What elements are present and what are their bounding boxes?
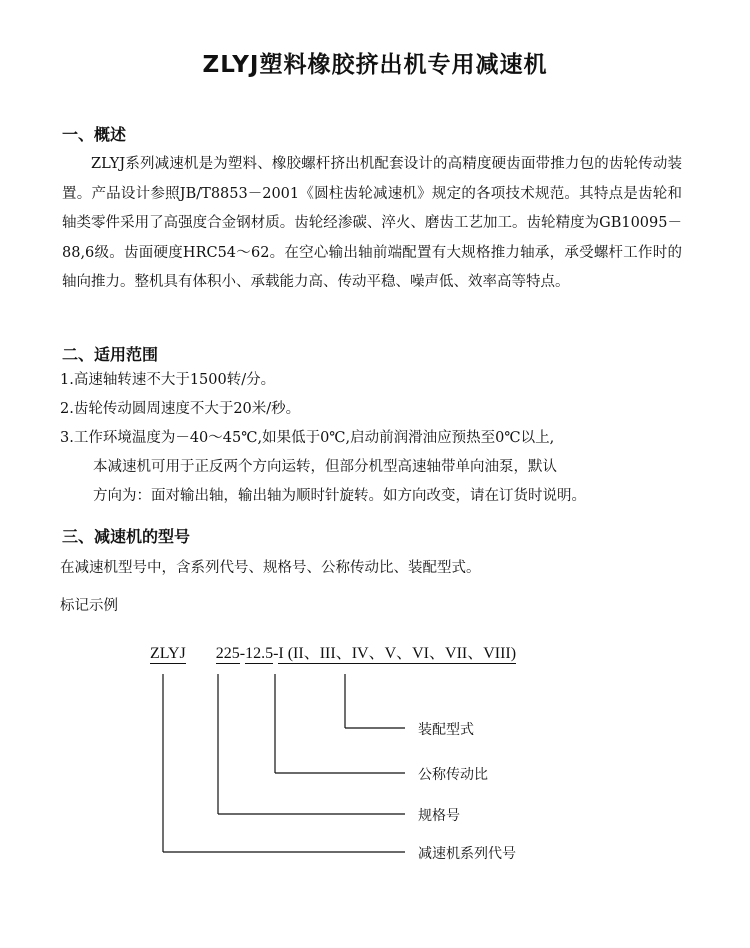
model-separator-2: -	[273, 645, 279, 662]
label-series-code: 减速机系列代号	[418, 846, 516, 862]
scope-item-3: 3.工作环境温度为－40～45℃,如果低于0℃,启动前润滑油应预热至0℃以上,	[60, 430, 555, 446]
scope-item-3-continuation-2: 方向为：面对输出轴，输出轴为顺时针旋转。如方向改变，请在订货时说明。	[93, 488, 586, 504]
example-label: 标记示例	[60, 598, 118, 614]
model-code	[150, 640, 516, 663]
label-assembly-type: 装配型式	[418, 722, 474, 738]
scope-item-2: 2.齿轮传动圆周速度不大于20米/秒。	[60, 401, 301, 417]
page-title: ZLYJ塑料橡胶挤出机专用减速机	[202, 52, 548, 78]
model-separator-1: -	[239, 645, 246, 662]
scope-item-3-continuation-1: 本减速机可用于正反两个方向运转，但部分机型高速轴带单向油泵，默认	[93, 459, 557, 475]
overview-paragraph: ZLYJ系列减速机是为塑料、橡胶螺杆挤出机配套设计的高精度硬齿面带推力包的齿轮传动装置。产品设计参照JB/T8853－2001《圆柱齿轮减速机》规定的各项技术规范。其特点是齿轮和轴类零件采用了高强度合金钢材质。齿轮经渗碳、淬火、磨齿工艺加工。齿轮精度为GB10095－88,6级。齿面硬度HRC54～62。在空心输出轴前端配置有大规格推力轴承，承受螺杆工作时的轴向推力。整机具有体积小、承载能力高、传动平稳、噪声低、效率高等特点。	[62, 156, 682, 290]
model-ratio: 12.5	[245, 645, 274, 662]
model-series: ZLYJ	[150, 645, 186, 662]
scope-item-1: 1.高速轴转速不大于1500转/分。	[60, 372, 276, 388]
label-size-number: 规格号	[418, 808, 460, 824]
model-assembly: I (II、III、IV、V、VI、VII、VIII)	[278, 645, 517, 662]
section-overview-heading: 一、概述	[62, 125, 127, 144]
label-nominal-ratio: 公称传动比	[418, 767, 488, 783]
diagram-lines	[0, 630, 750, 890]
model-size: 225	[215, 645, 240, 662]
section-model-heading: 三、减速机的型号	[62, 527, 191, 546]
model-description: 在减速机型号中，含系列代号、规格号、公称传动比、装配型式。	[60, 560, 481, 576]
section-scope-heading: 二、适用范围	[62, 345, 159, 364]
model-designation-diagram	[0, 630, 750, 890]
